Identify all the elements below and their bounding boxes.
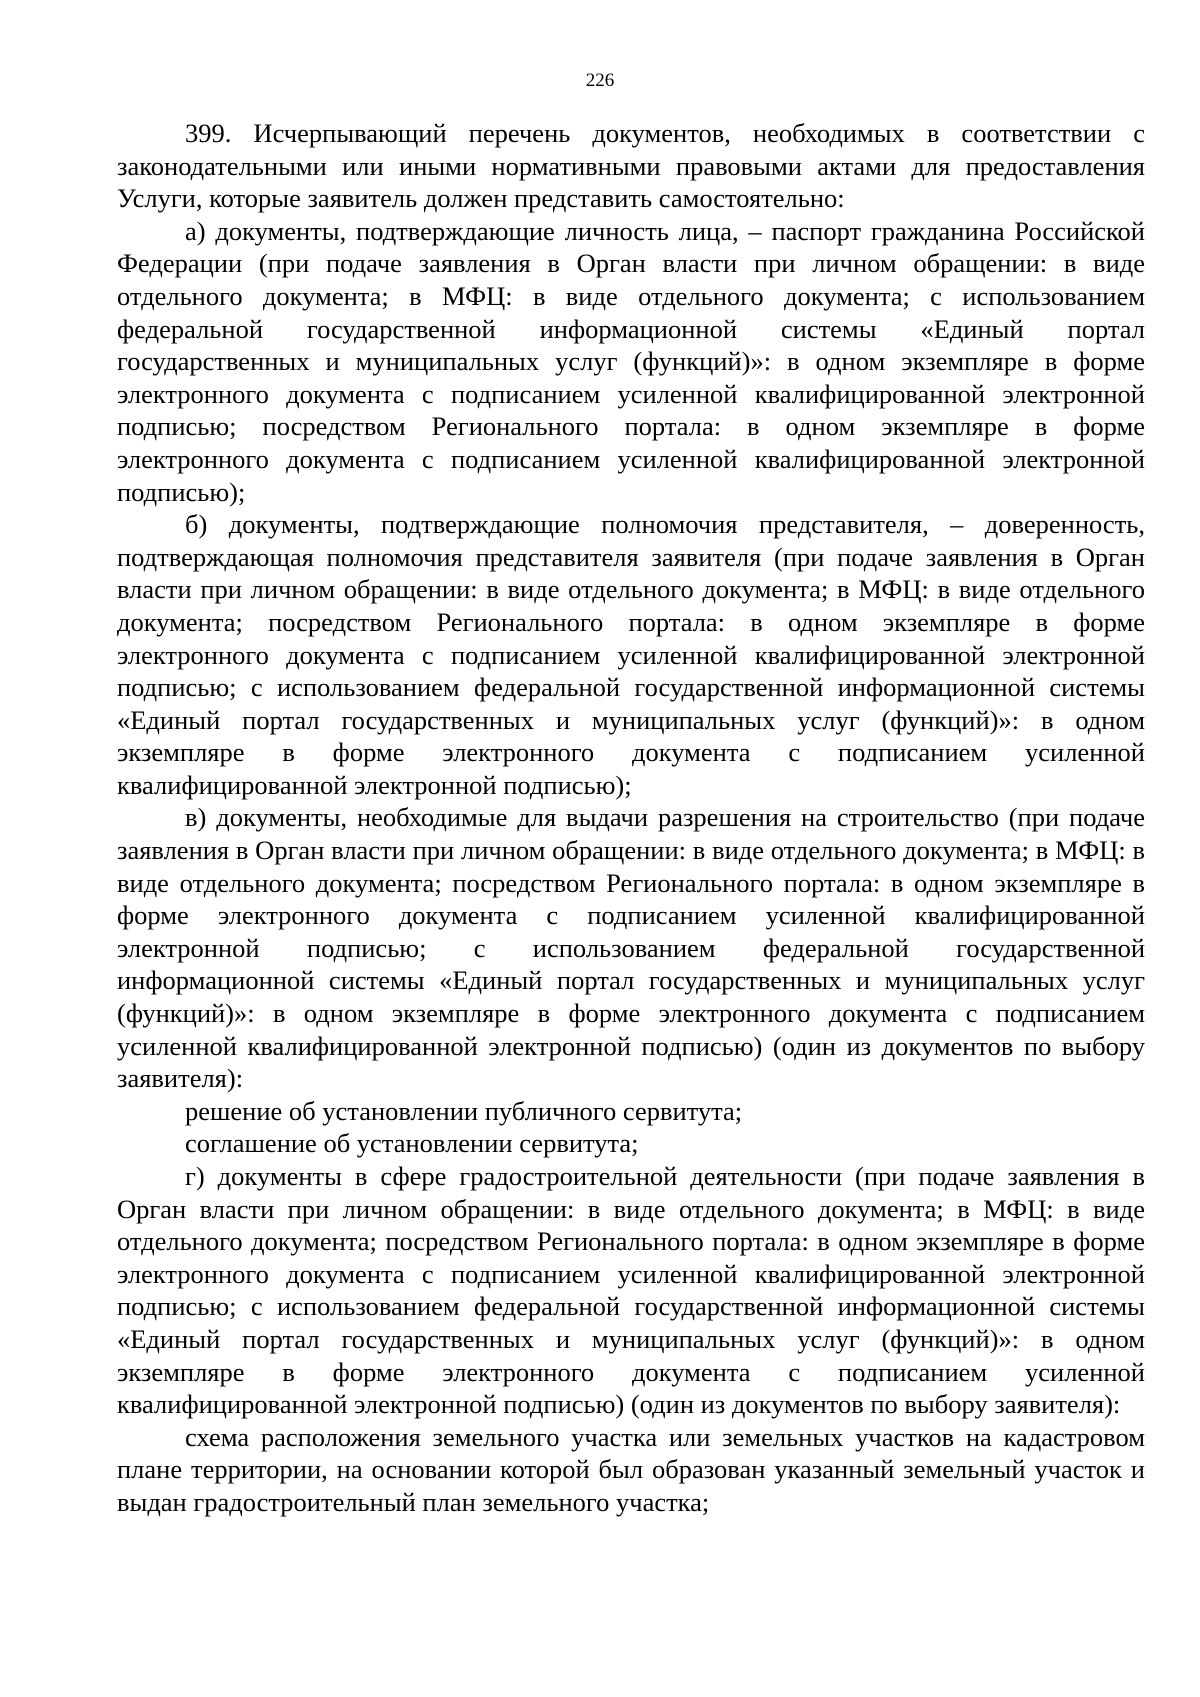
- paragraph-servitude-agreement: соглашение об установлении сервитута;: [185, 1128, 639, 1159]
- paragraph-399-intro: 399. Исчерпывающий перечень документов, необходимых в соответствии с законодательными или иными нормативными правовыми актами для предоставления Услуги, которые заявитель должен представить самостоятельно:: [117, 118, 1145, 214]
- paragraph-item-b: б) документы, подтверждающие полномочия представителя, – доверенность, подтверждающая полномочия представителя заявителя (при подаче заявления в Орган власти при личном обращении: в виде отдельного документа; в МФЦ: в виде отдельного документа; посредством Регионального портала: в одном экземпляре в форме электронного документа с подписанием усиленной квалифицированной электронной подписью; с использованием федеральной государственной информационной системы «Единый портал государственных и муниципальных услуг (функций)»: в одном экземпляре в форме электронного документа с подписанием усиленной квалифицированной электронной подписью);: [117, 509, 1145, 800]
- paragraph-public-servitude-decision: решение об установлении публичного сервитута;: [185, 1095, 743, 1126]
- document-body: [117, 117, 1145, 1519]
- paragraph-item-v: в) документы, необходимые для выдачи разрешения на строительство (при подаче заявления в Орган власти при личном обращении: в виде отдельного документа; в МФЦ: в виде отдельного документа; посредством Регионального портала: в одном экземпляре в форме электронного документа с подписанием усиленной квалифицированной электронной подписью; с использованием федеральной государственной информационной системы «Единый портал государственных и муниципальных услуг (функций)»: в одном экземпляре в форме электронного документа с подписанием усиленной квалифицированной электронной подписью) (один из документов по выбору заявителя):: [117, 802, 1145, 1094]
- paragraph-item-g: г) документы в сфере градостроительной деятельности (при подаче заявления в Орган власти при личном обращении: в виде отдельного документа; в МФЦ: в виде отдельного документа; посредством Регионального портала: в одном экземпляре в форме электронного документа с подписанием усиленной квалифицированной электронной подписью; с использованием федеральной государственной информационной системы «Единый портал государственных и муниципальных услуг (функций)»: в одном экземпляре в форме электронного документа с подписанием усиленной квалифицированной электронной подписью) (один из документов по выбору заявителя):: [117, 1161, 1145, 1420]
- paragraph-item-a: а) документы, подтверждающие личность лица, – паспорт гражданина Российской Федерации (при подаче заявления в Орган власти при личном обращении: в виде отдельного документа; в МФЦ: в виде отдельного документа; с использованием федеральной государственной информационной системы «Единый портал государственных и муниципальных услуг (функций)»: в одном экземпляре в форме электронного документа с подписанием усиленной квалифицированной электронной подписью; посредством Регионального портала: в одном экземпляре в форме электронного документа с подписанием усиленной квалифицированной электронной подписью);: [117, 215, 1145, 507]
- page-number: 226: [585, 70, 615, 91]
- paragraph-land-plot-scheme: схема расположения земельного участка или земельных участков на кадастровом плане территории, на основании которой был образован указанный земельный участок и выдан градостроительный план земельного участка;: [117, 1421, 1145, 1517]
